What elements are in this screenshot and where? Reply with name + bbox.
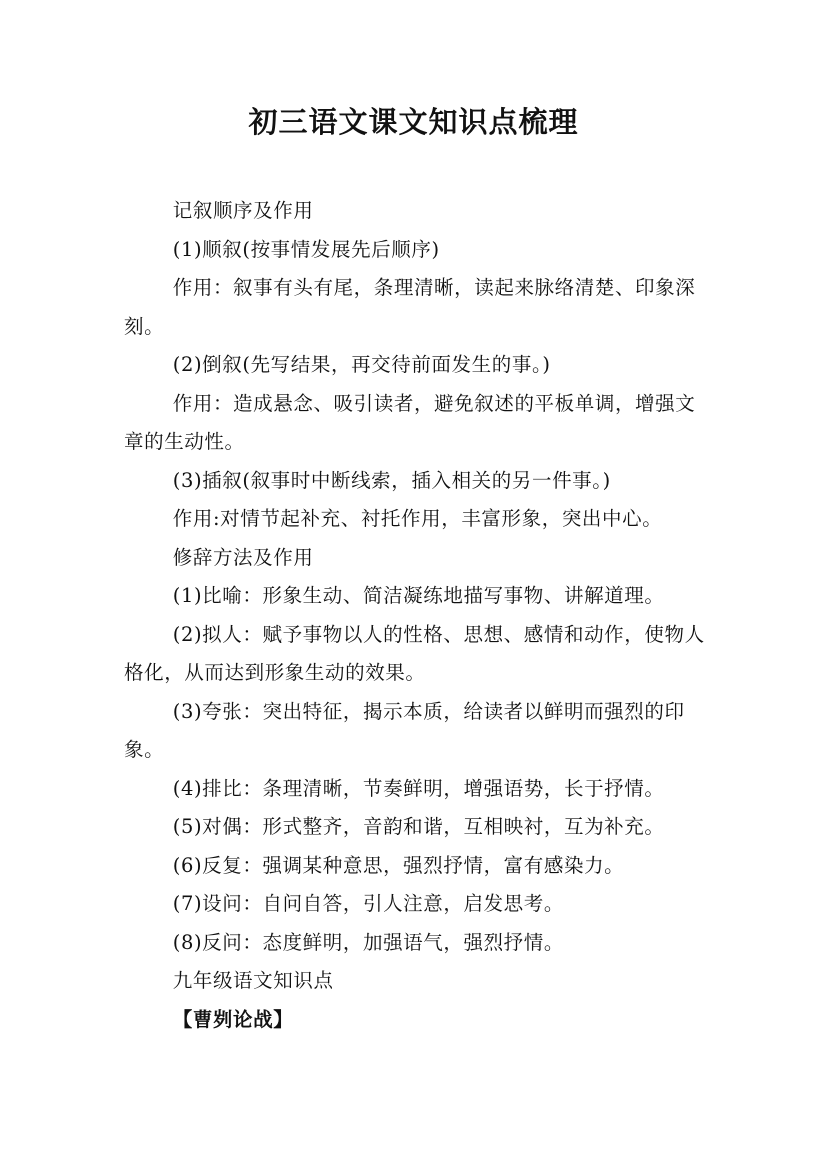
narrative-item-3: (3)插叙(叙事时中断线索，插入相关的另一件事。) [172,468,611,492]
rhetoric-item-7: (7)设问：自问自答，引人注意，启发思考。 [172,892,564,915]
rhetoric-item-5: (5)对偶：形式整齐，音韵和谐，互相映衬，互为补充。 [172,815,665,838]
rhetoric-item-3: (3)夸张：突出特征，揭示本质，给读者以鲜明而强烈的印象。 [124,699,685,761]
section-heading-grade9: 九年级语文知识点 [172,969,334,992]
lesson-heading-caogui: 【曹刿论战】 [172,1007,294,1031]
narrative-effect-3: 作用:对情节起补充、衬托作用，丰富形象，突出中心。 [172,507,663,530]
rhetoric-item-1: (1)比喻：形象生动、简洁凝练地描写事物、讲解道理。 [172,584,665,607]
narrative-item-2: (2)倒叙(先写结果，再交待前面发生的事。) [172,353,551,376]
narrative-effect-1: 作用：叙事有头有尾，条理清晰，读起来脉络清楚、印象深刻。 [124,276,696,338]
rhetoric-item-6: (6)反复：强调某种意思，强烈抒情，富有感染力。 [172,853,625,877]
rhetoric-item-8: (8)反问：态度鲜明，加强语气，强烈抒情。 [172,930,564,954]
document-title: 初三语文课文知识点梳理 [248,105,579,139]
narrative-item-1: (1)顺叙(按事情发展先后顺序) [172,237,440,261]
document-body [124,192,714,1039]
section-heading-rhetoric: 修辞方法及作用 [172,545,314,569]
rhetoric-item-4: (4)排比：条理清晰，节奏鲜明，增强语势，长于抒情。 [172,776,665,800]
section-heading-narrative-order: 记叙顺序及作用 [172,199,314,222]
rhetoric-item-2: (2)拟人：赋予事物以人的性格、思想、感情和动作，使物人格化，从而达到形象生动的效果。 [124,622,705,684]
narrative-effect-2: 作用：造成悬念、吸引读者，避免叙述的平板单调，增强文章的生动性。 [124,391,696,453]
